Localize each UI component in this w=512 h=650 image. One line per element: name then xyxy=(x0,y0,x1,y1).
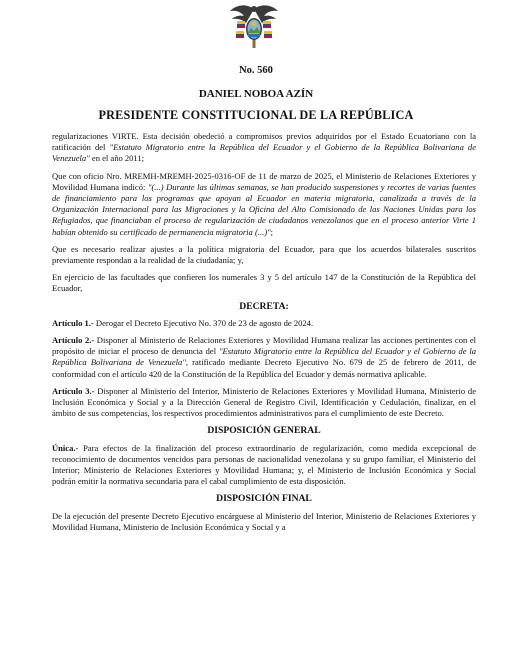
final-provision: De la ejecución del presente Decreto Ejecutivo encárguese al Ministerio del Interior, Ministerio de Relaciones Exteriores y Movilidad Humana, Ministerio de Inclusión Económica y Social y a xyxy=(52,510,476,532)
ecuador-coat-of-arms-icon xyxy=(228,3,280,49)
paragraph-regularizaciones xyxy=(52,131,476,165)
article-2 xyxy=(52,335,476,380)
paragraph-text: Que con oficio Nro. MREMH-MREMH-2025-0316-OF de 11 de marzo de 2025, el Ministerio de Relaciones Exteriores y Movilidad Humana indicó: xyxy=(52,170,476,192)
paragraph-ajustes: Que es necesario realizar ajustes a la política migratoria del Ecuador, para que los acuerdos bilaterales suscritos previamente respondan a la realidad de la ciudadanía; y, xyxy=(52,243,476,266)
final-provision-heading: DISPOSICIÓN FINAL xyxy=(216,493,312,505)
quoted-text: "(...) Durante las últimas semanas, se han producido suspensiones y recortes de varias fuentes de financiamiento para los programas que apoyan al Ecuador en materia migratoria, canalizada a través de la Organización Internacional para las Migraciones y la Oficina del Alto Comisionado de las Naciones Unidas para los Refugiados, que financiaban el proceso de regularización de ciudadanos venezolanos que en el proceso anterior Virte 1 habían obtenido su certificado de permanencia migratoria (...)" xyxy=(52,181,476,237)
president-name: DANIEL NOBOA AZÍN xyxy=(198,88,314,100)
paragraph-oficio xyxy=(52,171,476,238)
article-text: , ratificado mediante Decreto Ejecutivo No. 679 de 25 de febrero de 2011, de conformidad con el artículo 420 de la Constitución de la República del Ecuador y demás normativa aplicable. xyxy=(52,357,476,379)
paragraph-facultades: En ejercicio de las facultades que confieren los numerales 3 y 5 del artículo 147 de la Constitución de la República del Ecuador, xyxy=(52,272,476,294)
decree-number: No. 560 xyxy=(239,65,273,76)
article-label: Artículo 3.- xyxy=(52,385,95,396)
statute-title: "Estatuto Migratorio entre la República del Ecuador y el Gobierno de la República Bolivariana de Venezuela" xyxy=(52,142,476,164)
paragraph-text: ; xyxy=(270,226,274,237)
decreta-heading: DECRETA: xyxy=(239,300,289,312)
paragraph-text: regularizaciones VIRTE. Esta decisión obedeció a compromisos previos adquiridos por el Estado Ecuatoriano con la ratificación del xyxy=(52,131,476,153)
decree-body xyxy=(52,131,476,539)
general-provision-heading: DISPOSICIÓN GENERAL xyxy=(207,425,321,437)
article-text: Derogar el Decreto Ejecutivo No. 370 de 23 de agosto de 2024. xyxy=(93,317,314,328)
office-title: PRESIDENTE CONSTITUCIONAL DE LA REPÚBLICA xyxy=(98,108,414,122)
general-provision xyxy=(52,443,476,488)
article-1 xyxy=(52,318,476,329)
statute-title: "Estatuto Migratorio entre la República del Ecuador y el Gobierno de la República Bolivariana de Venezuela" xyxy=(52,346,476,368)
article-label: Artículo 2.- xyxy=(52,335,95,346)
article-3 xyxy=(52,386,476,420)
provision-label: Única.- xyxy=(52,442,79,453)
article-label: Artículo 1.- xyxy=(52,317,94,328)
article-text: Disponer al Ministerio del Interior, Ministerio de Relaciones Exteriores y Movilidad Humana, Ministerio de Inclusión Económica y Social y a la Dirección General de Registro Civil, Identificación y Cedulación, finalizar, en el ámbito de sus competencias, los respectivos procedimientos administrativos para el cumplimiento de este Decreto. xyxy=(52,385,476,419)
provision-text: Para efectos de la finalización del proceso extraordinario de regularización, como medida excepcional de reconocimiento de documentos vencidos para personas de nacionalidad venezolana y su grupo familiar, el Ministerio del Interior; Ministerio de Relaciones Exteriores y Movilidad Humana; y, el Ministerio de Inclusión Económica y Social podrán emitir la normativa secundaria para el cabal cumplimiento de esta disposición. xyxy=(52,442,476,487)
article-text: Disponer al Ministerio de Relaciones Exteriores y Movilidad Humana realizar las acciones pertinentes con el propósito de iniciar el proceso de denuncia del xyxy=(52,335,476,357)
paragraph-text: en el año 2011; xyxy=(89,153,145,164)
